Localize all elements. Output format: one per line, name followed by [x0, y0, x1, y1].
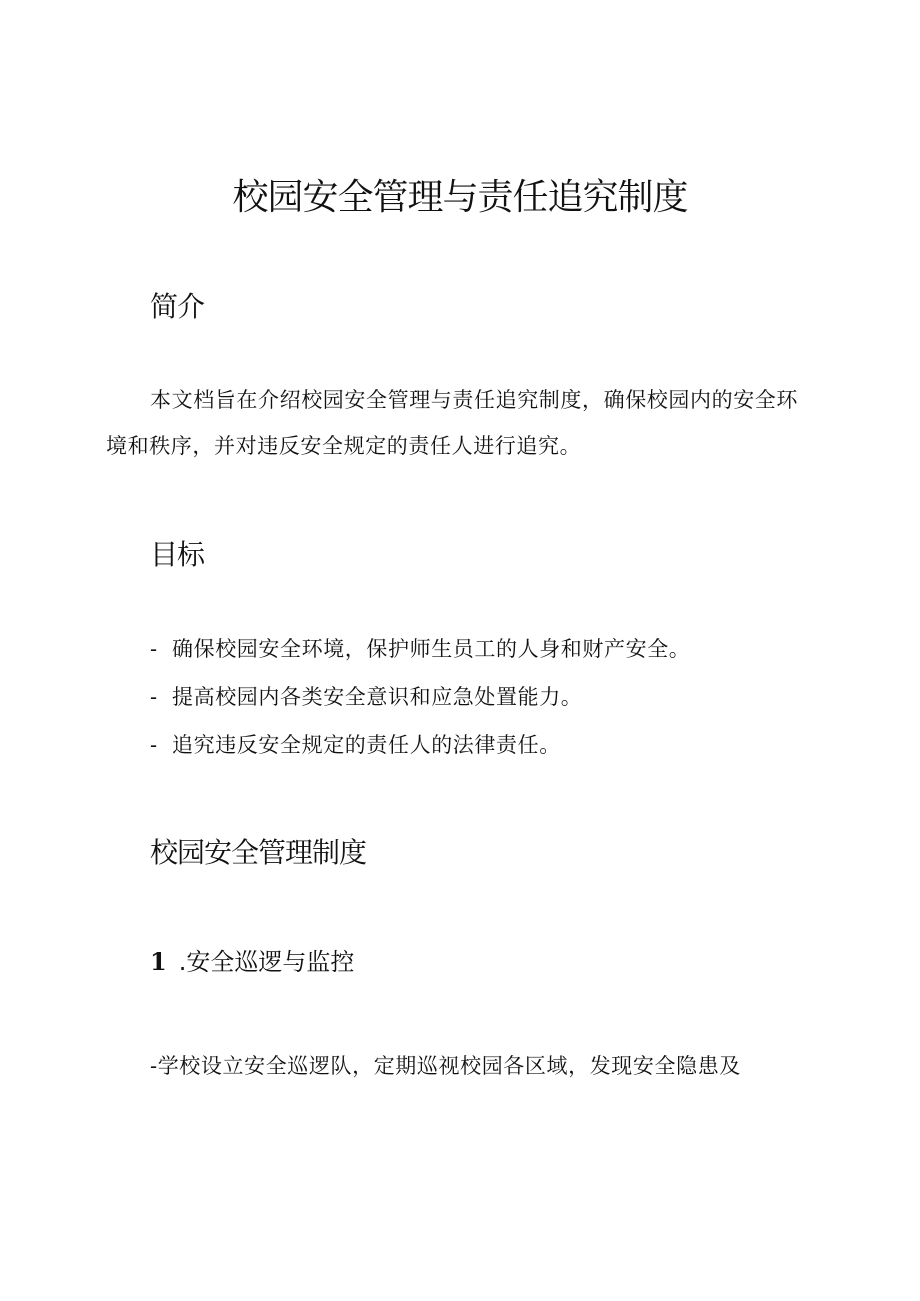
bullet-marker: -: [150, 733, 158, 757]
subsection-heading: [150, 945, 354, 979]
section-heading-goals: 目标: [150, 538, 205, 571]
goal-item-text: 提高校园内各类安全意识和应急处置能力。: [172, 685, 583, 709]
goal-item-text: 追究违反安全规定的责任人的法律责任。: [172, 733, 561, 757]
subsection-number: 1: [150, 947, 167, 976]
document-title: 校园安全管理与责任追究制度: [232, 177, 688, 218]
section-heading-intro: 简介: [150, 290, 205, 323]
intro-paragraph: [106, 377, 806, 469]
goal-item: [150, 730, 830, 760]
goal-item: [150, 634, 830, 664]
bullet-marker: -: [150, 685, 158, 709]
goal-item: [150, 682, 830, 712]
section-heading-management: 校园安全管理制度: [150, 836, 367, 869]
intro-paragraph-text: 本文档旨在介绍校园安全管理与责任追究制度，确保校园内的安全环境和秩序，并对违反安全规定的责任人进行追究。: [106, 388, 798, 458]
management-item: -学校设立安全巡逻队，定期巡视校园各区域，发现安全隐患及: [150, 1054, 741, 1078]
subsection-title: .安全巡逻与监控: [178, 948, 355, 976]
goal-item-text: 确保校园安全环境，保护师生员工的人身和财产安全。: [172, 637, 691, 661]
bullet-marker: -: [150, 637, 158, 661]
